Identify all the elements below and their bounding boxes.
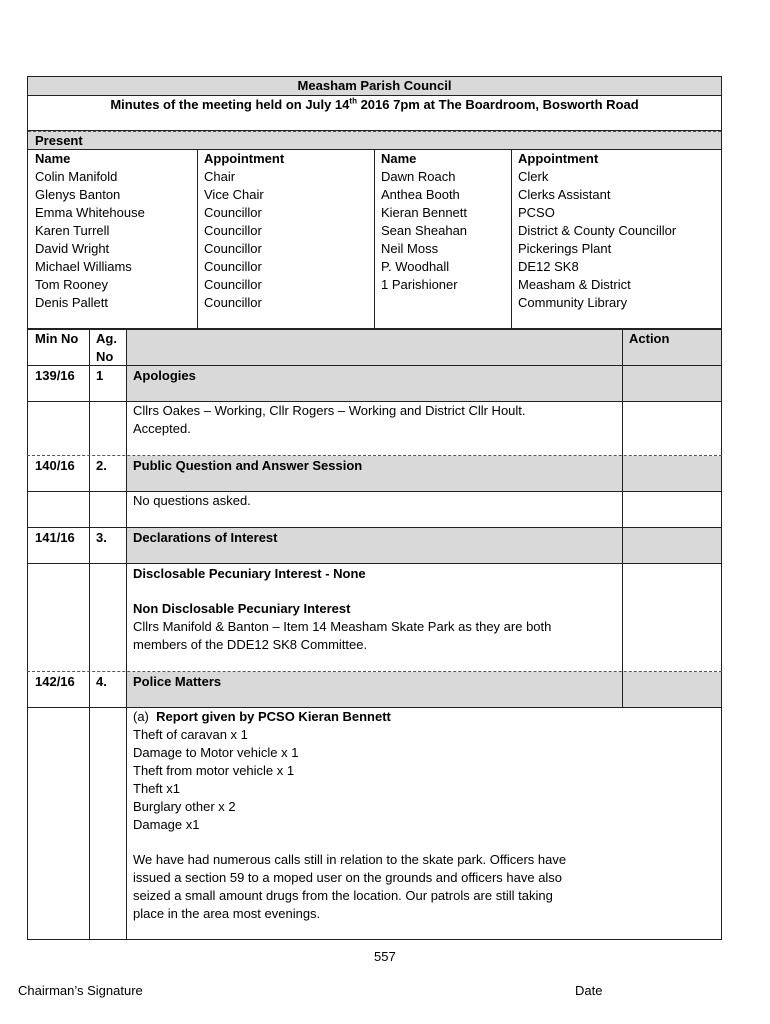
sub-prefix: (a) xyxy=(133,709,149,724)
item-text: members of the DDE12 SK8 Committee. xyxy=(133,637,368,652)
meeting-title-sup: th xyxy=(349,96,357,106)
col-name-left: Name xyxy=(35,151,71,166)
item-text: seized a small amount drugs from the location. Our patrols are still taking xyxy=(133,888,553,903)
item-139-title-band xyxy=(126,366,721,401)
attendee-appointment: Councillor xyxy=(204,205,262,220)
item-text: Cllrs Oakes – Working, Cllr Rogers – Working and District Cllr Hoult. xyxy=(133,403,526,418)
attendee-appointment: Measham & District xyxy=(518,277,631,292)
agenda-number: 3. xyxy=(96,530,107,545)
attendee-appointment: Councillor xyxy=(204,259,262,274)
attendee-name: 1 Parishioner xyxy=(381,277,458,292)
item-title: Declarations of Interest xyxy=(133,530,278,545)
meeting-title-part1: Minutes of the meeting held on July 14 xyxy=(110,97,350,112)
col-name-right: Name xyxy=(381,151,417,166)
page-number: 557 xyxy=(374,949,396,964)
item-title: Public Question and Answer Session xyxy=(133,458,363,473)
present-heading-band xyxy=(28,131,721,149)
list-item: Burglary other x 2 xyxy=(133,799,236,814)
item-subheading xyxy=(133,708,391,726)
attendee-name: Kieran Bennett xyxy=(381,205,468,220)
attendee-appointment: Councillor xyxy=(204,295,262,310)
attendee-name: Michael Williams xyxy=(35,259,132,274)
list-item: Theft of caravan x 1 xyxy=(133,727,248,742)
attendee-appointment: DE12 SK8 xyxy=(518,259,579,274)
agenda-number: 2. xyxy=(96,458,107,473)
sub-title: Report given by PCSO Kieran Bennett xyxy=(156,709,391,724)
minute-number: 140/16 xyxy=(35,458,75,473)
attendee-name: Emma Whitehouse xyxy=(35,205,145,220)
date-label: Date xyxy=(575,983,603,998)
attendee-appointment: District & County Councillor xyxy=(518,223,677,238)
attendee-appointment: Pickerings Plant xyxy=(518,241,612,256)
item-text: We have had numerous calls still in relation to the skate park. Officers have xyxy=(133,852,567,867)
attendee-name: Sean Sheahan xyxy=(381,223,468,238)
agenda-number: 1 xyxy=(96,368,104,383)
list-item: Theft x1 xyxy=(133,781,180,796)
attendee-name: Tom Rooney xyxy=(35,277,108,292)
attendee-appointment: Community Library xyxy=(518,295,628,310)
item-text: No questions asked. xyxy=(133,493,251,508)
item-subheading: Disclosable Pecuniary Interest - None xyxy=(133,566,366,581)
attendee-appointment: Councillor xyxy=(204,223,262,238)
list-item: Damage x1 xyxy=(133,817,200,832)
item-text: Cllrs Manifold & Banton – Item 14 Measham Skate Park as they are both xyxy=(133,619,552,634)
item-text: Accepted. xyxy=(133,421,191,436)
list-item: Damage to Motor vehicle x 1 xyxy=(133,745,299,760)
col-action: Action xyxy=(629,331,670,346)
attendee-appointment: Councillor xyxy=(204,241,262,256)
attendee-appointment: Clerks Assistant xyxy=(518,187,611,202)
col-ag-no-line2: No xyxy=(96,349,114,364)
agenda-number: 4. xyxy=(96,674,107,689)
attendee-appointment: Vice Chair xyxy=(204,187,264,202)
attendee-appointment: Councillor xyxy=(204,277,262,292)
meeting-title xyxy=(27,96,722,114)
signature-label: Chairman’s Signature xyxy=(18,983,143,998)
col-min-no: Min No xyxy=(35,331,79,346)
attendee-name: Glenys Banton xyxy=(35,187,121,202)
attendee-name: P. Woodhall xyxy=(381,259,450,274)
attendee-appointment: PCSO xyxy=(518,205,555,220)
attendee-name: Denis Pallett xyxy=(35,295,108,310)
item-title: Police Matters xyxy=(133,674,222,689)
attendee-appointment: Chair xyxy=(204,169,236,184)
present-heading: Present xyxy=(35,133,83,148)
col-appointment-left: Appointment xyxy=(204,151,285,166)
attendee-appointment: Clerk xyxy=(518,169,549,184)
attendee-name: Neil Moss xyxy=(381,241,439,256)
minute-number: 142/16 xyxy=(35,674,75,689)
attendee-name: Anthea Booth xyxy=(381,187,460,202)
org-name: Measham Parish Council xyxy=(297,78,452,93)
minute-number: 141/16 xyxy=(35,530,75,545)
item-text: place in the area most evenings. xyxy=(133,906,321,921)
meeting-title-part2: 2016 7pm at The Boardroom, Bosworth Road xyxy=(356,97,639,112)
attendee-name: Karen Turrell xyxy=(35,223,110,238)
attendee-name: Colin Manifold xyxy=(35,169,118,184)
item-text: issued a section 59 to a moped user on the grounds and officers have also xyxy=(133,870,563,885)
item-title: Apologies xyxy=(133,368,196,383)
col-ag-no-line1: Ag. xyxy=(96,331,117,346)
list-item: Theft from motor vehicle x 1 xyxy=(133,763,295,778)
attendee-name: Dawn Roach xyxy=(381,169,456,184)
attendee-name: David Wright xyxy=(35,241,110,256)
col-appointment-right: Appointment xyxy=(518,151,599,166)
item-subheading: Non Disclosable Pecuniary Interest xyxy=(133,601,351,616)
minute-number: 139/16 xyxy=(35,368,75,383)
